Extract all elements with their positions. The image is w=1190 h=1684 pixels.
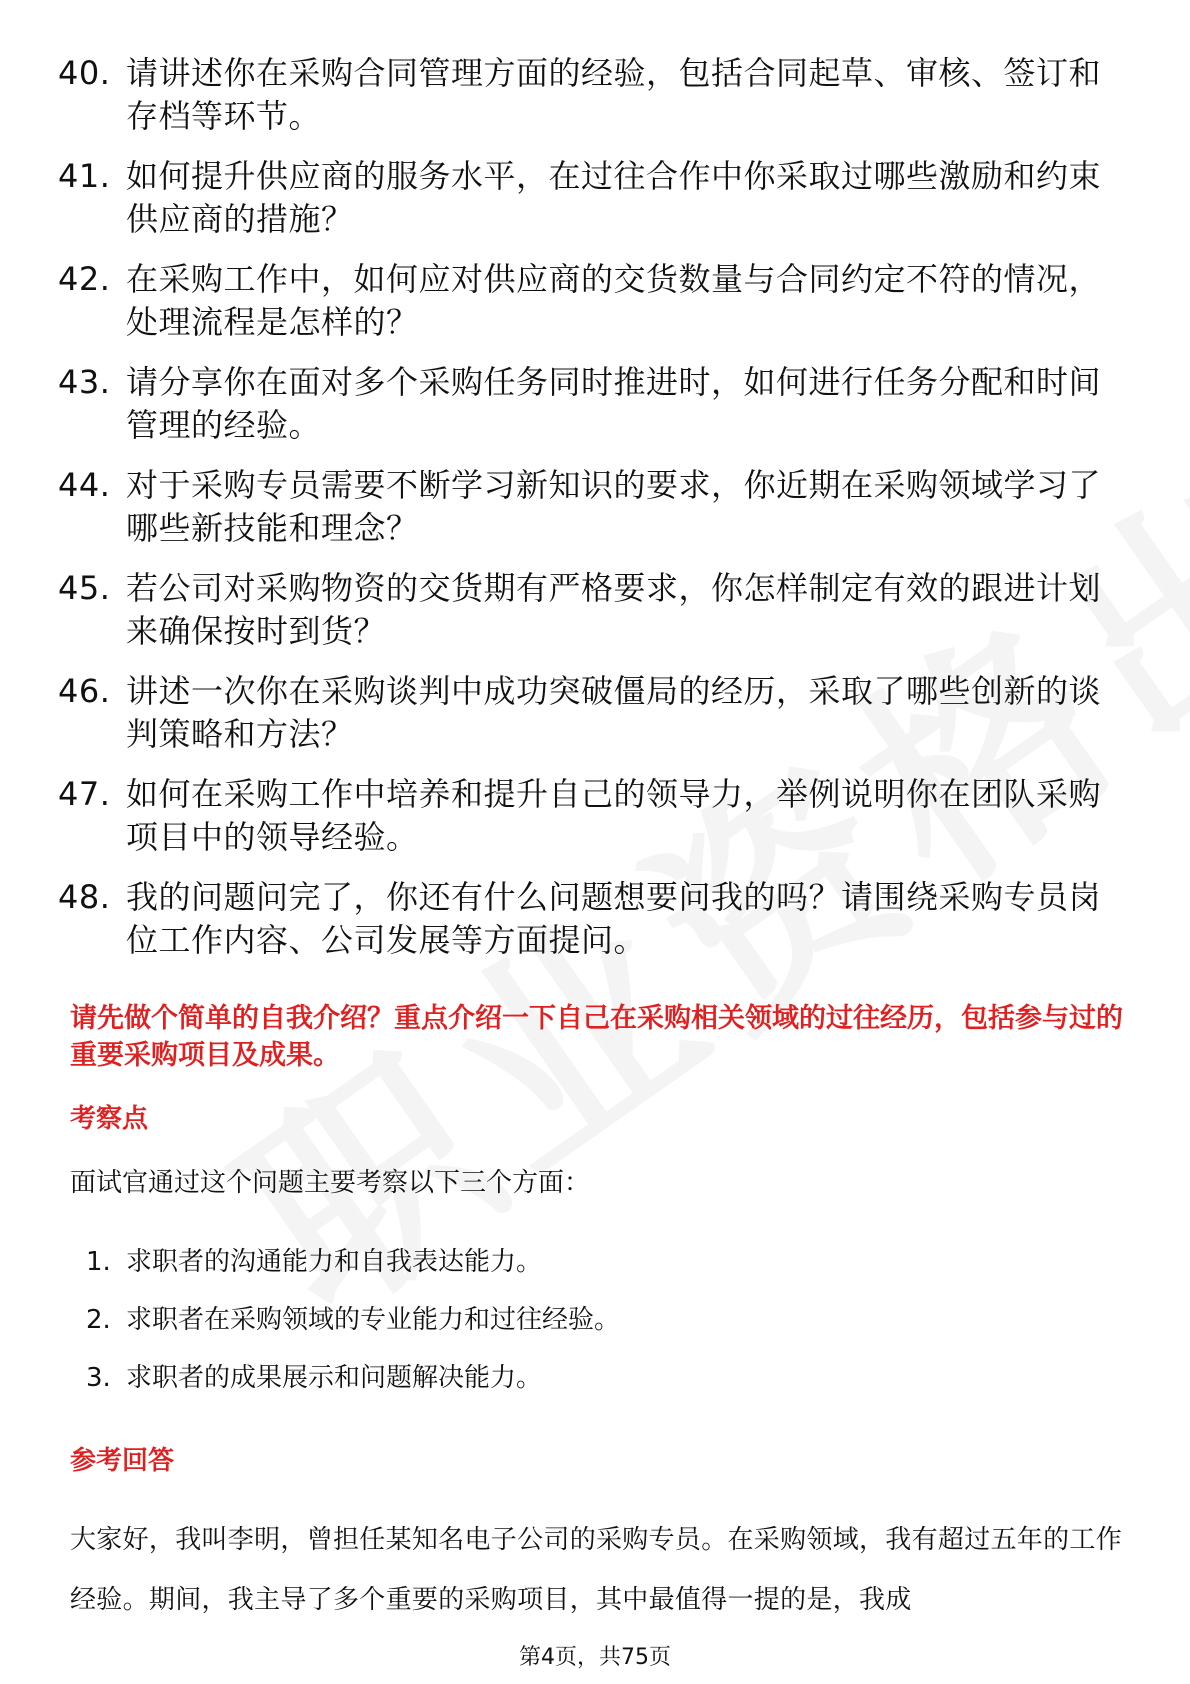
question-item bbox=[58, 258, 1128, 344]
question-text: 如何提升供应商的服务水平，在过往合作中你采取过哪些激励和约束供应商的措施？ bbox=[126, 157, 1102, 238]
question-number: 44. bbox=[58, 466, 111, 504]
question-text: 讲述一次你在采购谈判中成功突破僵局的经历，采取了哪些创新的谈判策略和方法？ bbox=[126, 672, 1102, 753]
question-number: 48. bbox=[58, 878, 111, 916]
assessment-heading: 考察点 bbox=[70, 1104, 149, 1134]
question-item bbox=[58, 773, 1128, 859]
question-number: 42. bbox=[58, 260, 111, 298]
point-number: 3. bbox=[86, 1363, 111, 1393]
question-number: 47. bbox=[58, 775, 111, 813]
reference-answer: 大家好，我叫李明，曾担任某知名电子公司的采购专员。在采购领域，我有超过五年的工作经验。期间，我主导了多个重要的采购项目，其中最值得一提的是，我成 bbox=[70, 1525, 1123, 1615]
point-text: 求职者的沟通能力和自我表达能力。 bbox=[126, 1247, 543, 1277]
point-number: 1. bbox=[86, 1247, 111, 1277]
question-number: 45. bbox=[58, 569, 111, 607]
assessment-intro: 面试官通过这个问题主要考察以下三个方面： bbox=[70, 1168, 591, 1198]
question-list bbox=[58, 52, 1128, 979]
page-footer: 第4页，共75页 bbox=[519, 1645, 671, 1670]
question-text: 若公司对采购物资的交货期有严格要求，你怎样制定有效的跟进计划来确保按时到货？ bbox=[126, 569, 1102, 650]
question-text: 请讲述你在采购合同管理方面的经验，包括合同起草、审核、签订和存档等环节。 bbox=[126, 54, 1102, 135]
question-item bbox=[58, 464, 1128, 550]
assessment-point bbox=[86, 1244, 620, 1302]
question-item bbox=[58, 361, 1128, 447]
point-number: 2. bbox=[86, 1305, 111, 1335]
question-item bbox=[58, 567, 1128, 653]
question-number: 43. bbox=[58, 363, 111, 401]
assessment-point bbox=[86, 1302, 620, 1360]
question-number: 41. bbox=[58, 157, 111, 195]
question-item bbox=[58, 876, 1128, 962]
question-number: 46. bbox=[58, 672, 111, 710]
question-number: 40. bbox=[58, 54, 111, 92]
assessment-point bbox=[86, 1360, 620, 1418]
question-text: 对于采购专员需要不断学习新知识的要求，你近期在采购领域学习了哪些新技能和理念？ bbox=[126, 466, 1102, 547]
reference-heading: 参考回答 bbox=[70, 1446, 175, 1476]
question-text: 我的问题问完了，你还有什么问题想要问我的吗？请围绕采购专员岗位工作内容、公司发展等方面提问。 bbox=[126, 878, 1102, 959]
assessment-points bbox=[86, 1244, 620, 1418]
point-text: 求职者的成果展示和问题解决能力。 bbox=[126, 1363, 543, 1393]
question-text: 在采购工作中，如何应对供应商的交货数量与合同约定不符的情况，处理流程是怎样的？ bbox=[126, 260, 1102, 341]
question-item bbox=[58, 155, 1128, 241]
question-text: 请分享你在面对多个采购任务同时推进时，如何进行任务分配和时间管理的经验。 bbox=[126, 363, 1102, 444]
question-text: 如何在采购工作中培养和提升自己的领导力，举例说明你在团队采购项目中的领导经验。 bbox=[126, 775, 1102, 856]
point-text: 求职者在采购领域的专业能力和过往经验。 bbox=[126, 1305, 621, 1335]
featured-question: 请先做个简单的自我介绍？重点介绍一下自己在采购相关领域的过往经历，包括参与过的重要采购项目及成果。 bbox=[70, 1003, 1123, 1071]
question-item bbox=[58, 670, 1128, 756]
question-item bbox=[58, 52, 1128, 138]
